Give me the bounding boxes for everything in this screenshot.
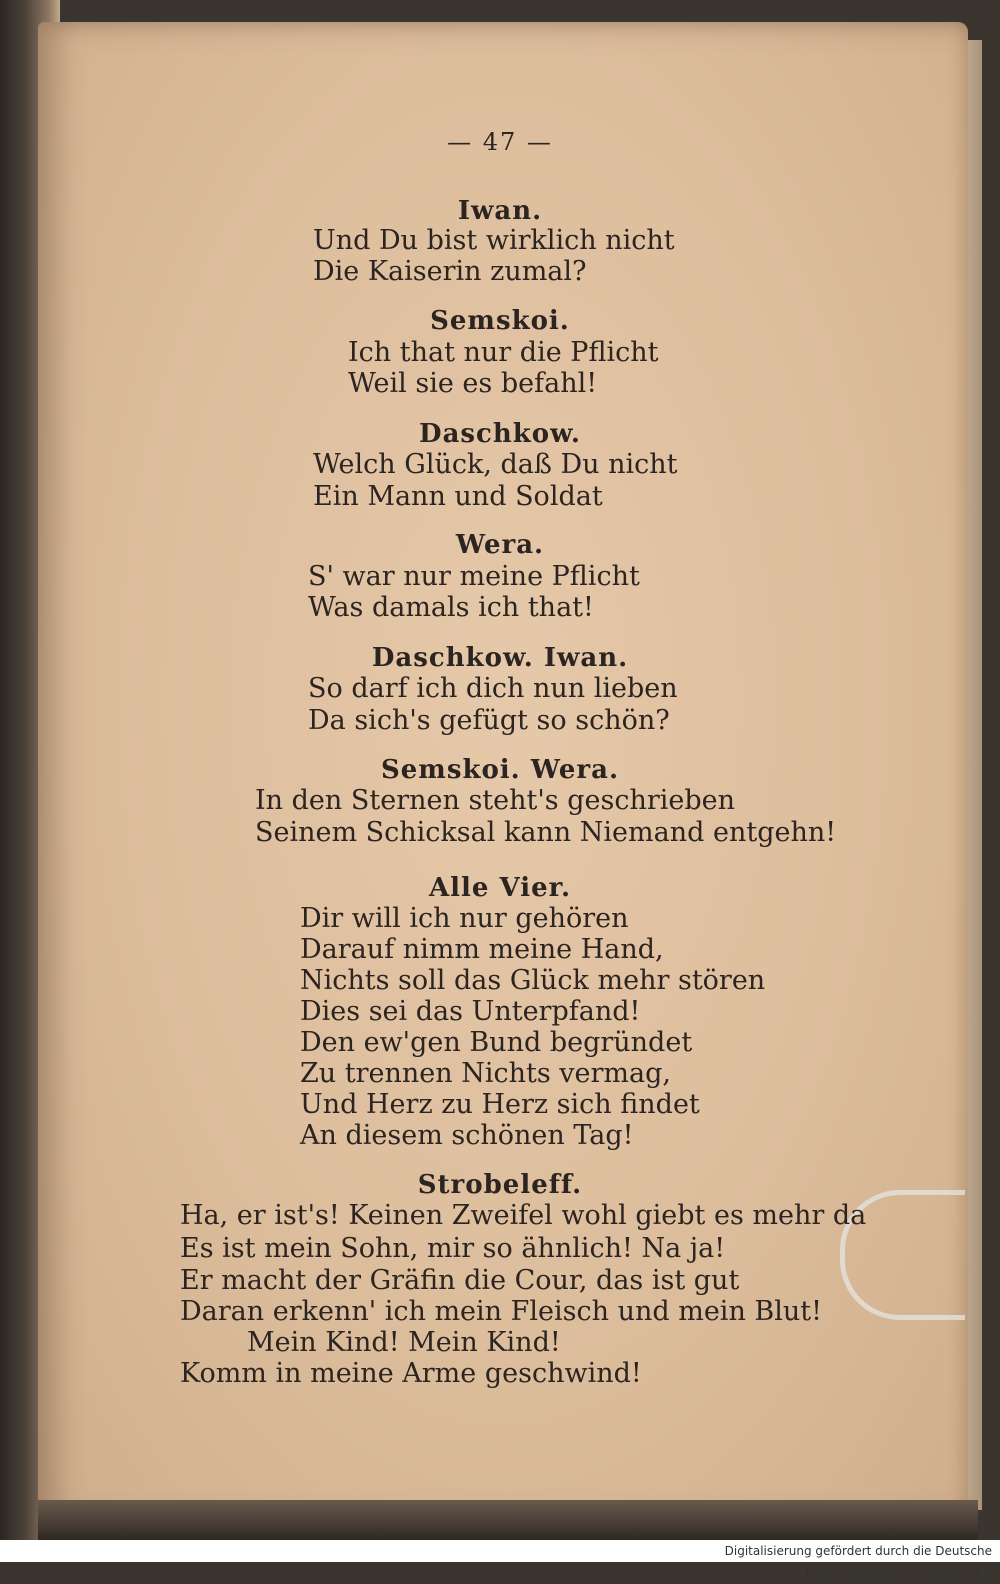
- verse-line: Komm in meine Arme geschwind!: [180, 1358, 642, 1389]
- verse-line: Die Kaiserin zumal?: [313, 256, 587, 287]
- speaker-name: Daschkow.: [419, 419, 581, 449]
- verse-line: Weil sie es befahl!: [348, 368, 598, 399]
- verse-line: In den Sternen steht's geschrieben: [255, 785, 736, 816]
- verse-line: Welch Glück, daß Du nicht: [313, 449, 678, 480]
- speaker-name: Wera.: [455, 530, 545, 560]
- verse-line: Es ist mein Sohn, mir so ähnlich! Na ja!: [180, 1233, 726, 1264]
- verse-line: Nichts soll das Glück mehr stören: [300, 965, 766, 996]
- verse-line: Ha, er ist's! Keinen Zweifel wohl giebt es mehr da: [180, 1200, 867, 1231]
- verse-line: Mein Kind! Mein Kind!: [247, 1327, 561, 1358]
- verse-line: An diesem schönen Tag!: [300, 1120, 634, 1151]
- speaker-name: Semskoi. Wera.: [380, 755, 620, 785]
- verse-line: Dies sei das Unterpfand!: [300, 996, 641, 1027]
- verse-line: So darf ich dich nun lieben: [308, 673, 678, 704]
- digitization-credit: Digitalisierung gefördert durch die Deutsche Forschungsgemeinschaft · DFG: [600, 1540, 1000, 1562]
- speaker-name: Alle Vier.: [428, 873, 572, 903]
- verse-line: Dir will ich nur gehören: [300, 903, 629, 934]
- verse-line: Zu trennen Nichts vermag,: [300, 1058, 671, 1089]
- verse-line: Was damals ich that!: [308, 592, 594, 623]
- page-number: — 47 —: [447, 128, 553, 156]
- speaker-name: Strobeleff.: [417, 1170, 583, 1200]
- verse-line: Und Herz zu Herz sich findet: [300, 1089, 700, 1120]
- speaker-name: Daschkow. Iwan.: [371, 643, 629, 673]
- verse-line: S' war nur meine Pflicht: [308, 561, 640, 592]
- verse-line: Seinem Schicksal kann Niemand entgehn!: [255, 817, 837, 848]
- verse-line: Ein Mann und Soldat: [313, 481, 603, 512]
- verse-line: Darauf nimm meine Hand,: [300, 934, 664, 965]
- verse-line: Da sich's gefügt so schön?: [308, 705, 670, 736]
- verse-line: Er macht der Gräfin die Cour, das ist gut: [180, 1265, 740, 1296]
- verse-line: Ich that nur die Pflicht: [348, 337, 659, 368]
- verse-line: Den ew'gen Bund begründet: [300, 1027, 693, 1058]
- verse-line: Daran erkenn' ich mein Fleisch und mein Blut!: [180, 1296, 822, 1327]
- verse-line: Und Du bist wirklich nicht: [313, 225, 675, 256]
- footer-bar: [0, 1540, 600, 1562]
- speaker-name: Semskoi.: [430, 306, 570, 336]
- speaker-name: Iwan.: [457, 196, 543, 226]
